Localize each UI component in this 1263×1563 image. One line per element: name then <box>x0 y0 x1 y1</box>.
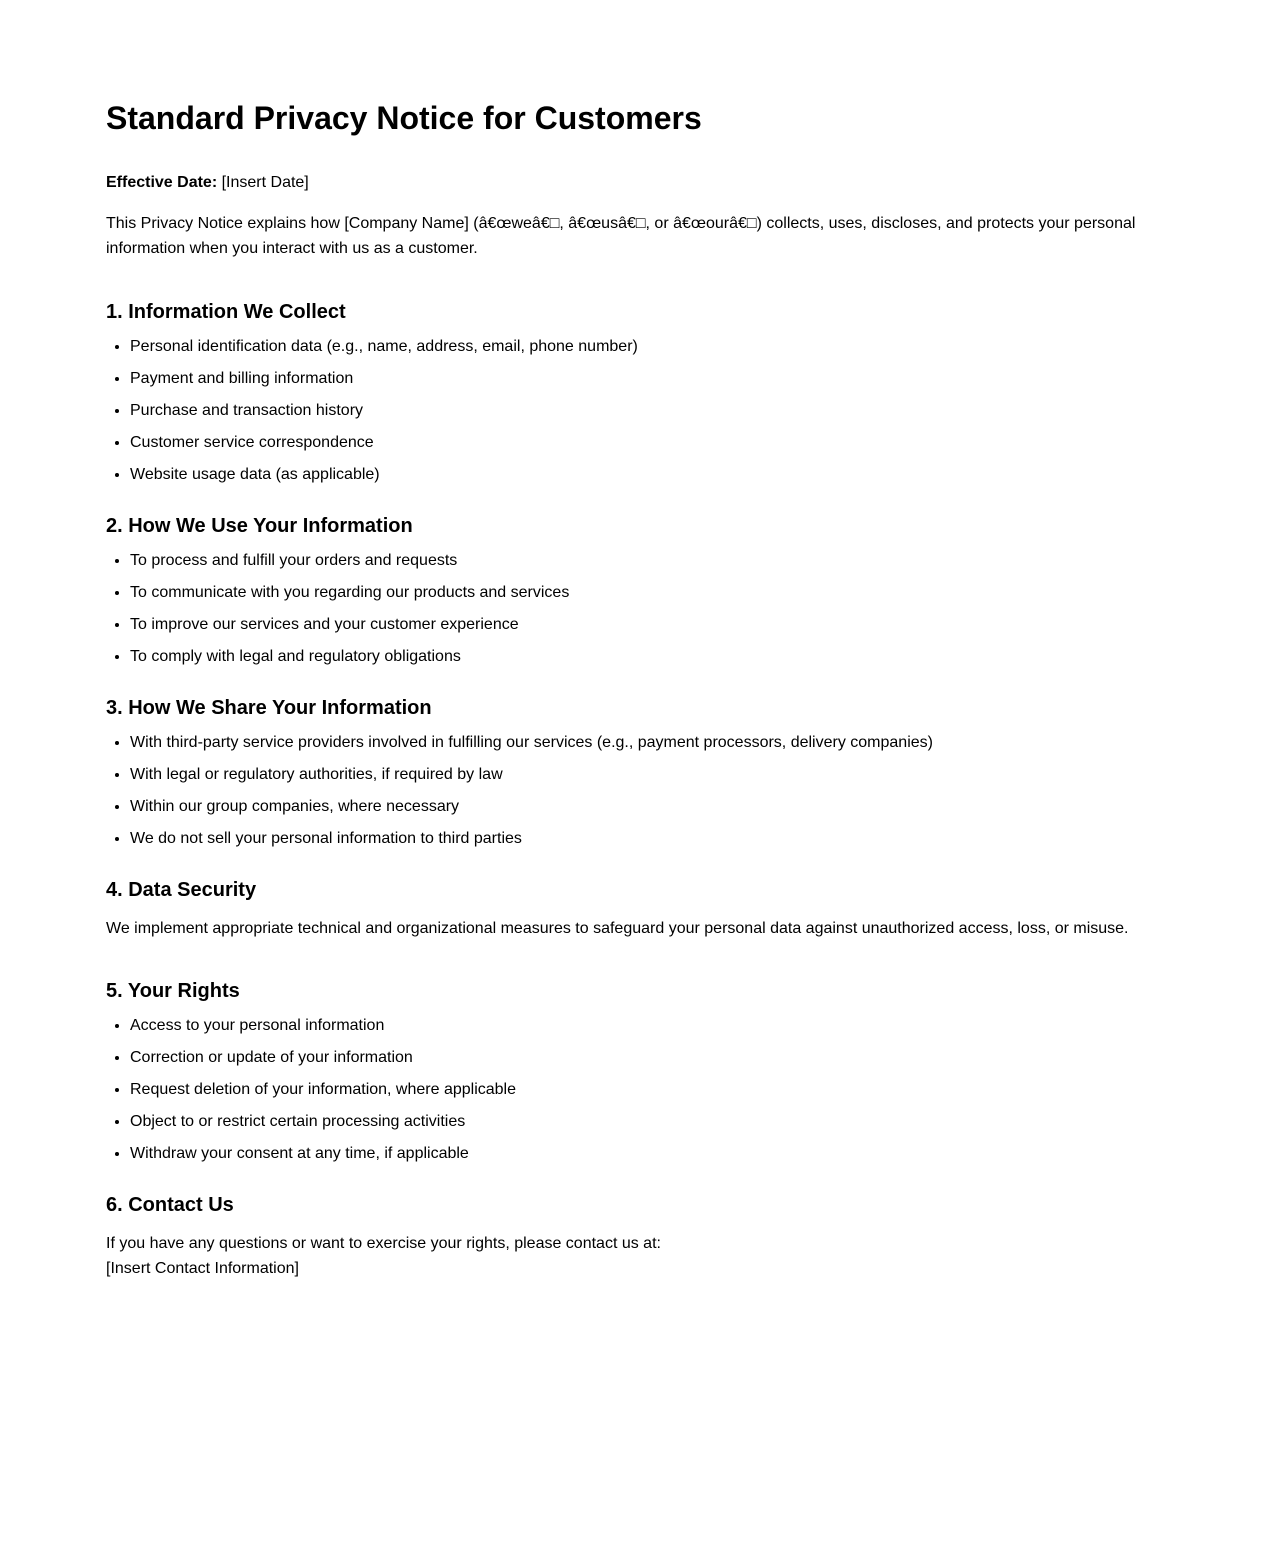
list-item: • To improve our services and your customer experience <box>130 615 1157 635</box>
list-item: • Website usage data (as applicable) <box>130 465 1157 485</box>
list-item: • We do not sell your personal information to third parties <box>130 829 1157 849</box>
effective-date-value: [Insert Date] <box>217 174 309 191</box>
list-item: • Correction or update of your information <box>130 1048 1157 1068</box>
list-item: • To comply with legal and regulatory obligations <box>130 647 1157 667</box>
section-heading: 2. How We Use Your Information <box>106 515 413 537</box>
section-list <box>106 733 1157 849</box>
section-heading: 6. Contact Us <box>106 1194 234 1216</box>
list-item: • Access to your personal information <box>130 1016 1157 1036</box>
section-how-we-share <box>106 695 1157 849</box>
section-how-we-use <box>106 513 1157 667</box>
section-list <box>106 1016 1157 1164</box>
section-heading: 4. Data Security <box>106 879 257 901</box>
list-item: • To process and fulfill your orders and requests <box>130 551 1157 571</box>
contact-paragraph <box>106 1231 1157 1281</box>
section-heading: 5. Your Rights <box>106 980 240 1002</box>
list-item: • With legal or regulatory authorities, if required by law <box>130 765 1157 785</box>
list-item: • Personal identification data (e.g., name, address, email, phone number) <box>130 337 1157 357</box>
list-item: • Request deletion of your information, where applicable <box>130 1080 1157 1100</box>
section-heading: 3. How We Share Your Information <box>106 697 432 719</box>
section-information-we-collect <box>106 299 1157 485</box>
contact-info-placeholder: [Insert Contact Information] <box>106 1260 299 1277</box>
section-paragraph: We implement appropriate technical and organizational measures to safeguard your personal data against unauthorized access, loss, or misuse. <box>106 920 1129 937</box>
section-heading: 1. Information We Collect <box>106 301 346 323</box>
page-title: Standard Privacy Notice for Customers <box>106 100 702 136</box>
intro-paragraph: This Privacy Notice explains how [Company Name] (â€œweâ€□, â€œusâ€□, or â€œourâ€□) collects, uses, discloses, and protects your personal information when you interact with us as a customer. <box>106 215 1136 257</box>
list-item: • Payment and billing information <box>130 369 1157 389</box>
section-list <box>106 551 1157 667</box>
effective-date <box>106 170 1157 195</box>
list-item: • With third-party service providers involved in fulfilling our services (e.g., payment processors, delivery companies) <box>130 733 1157 753</box>
section-list <box>106 337 1157 485</box>
list-item: • Purchase and transaction history <box>130 401 1157 421</box>
effective-date-label: Effective Date: <box>106 174 218 191</box>
section-your-rights <box>106 978 1157 1164</box>
list-item: • Withdraw your consent at any time, if applicable <box>130 1144 1157 1164</box>
list-item: • Customer service correspondence <box>130 433 1157 453</box>
contact-line: If you have any questions or want to exercise your rights, please contact us at: <box>106 1235 661 1252</box>
list-item: • Object to or restrict certain processing activities <box>130 1112 1157 1132</box>
section-contact-us <box>106 1192 1157 1281</box>
section-data-security <box>106 877 1157 941</box>
list-item: • Within our group companies, where necessary <box>130 797 1157 817</box>
list-item: • To communicate with you regarding our products and services <box>130 583 1157 603</box>
